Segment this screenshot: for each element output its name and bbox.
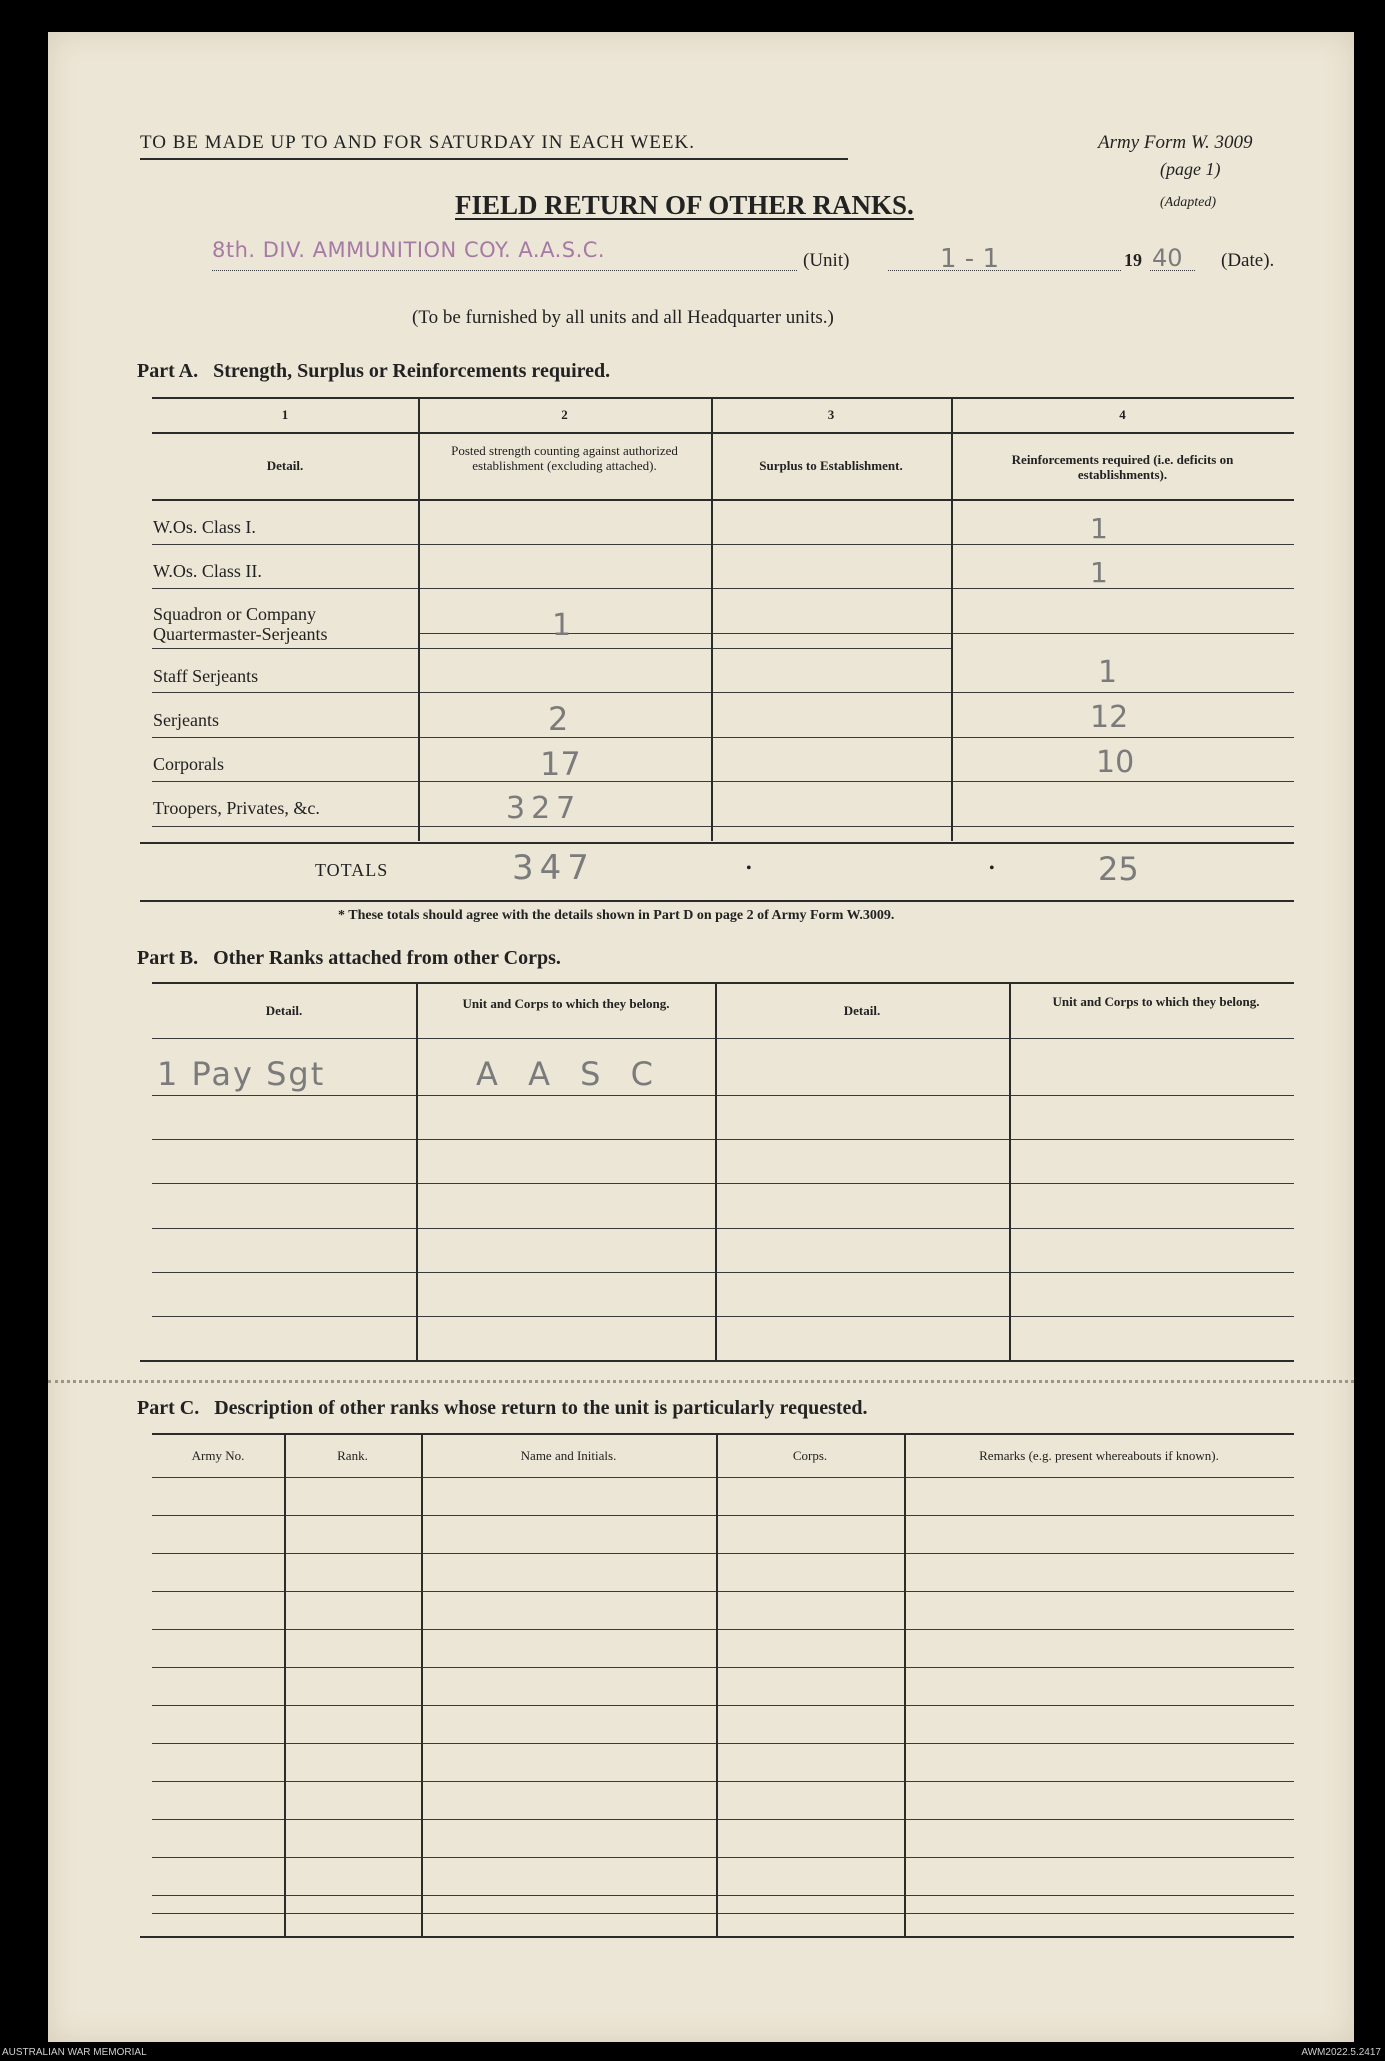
- form-page: [48, 32, 1354, 2042]
- reinf-wo1: 1: [1090, 512, 1108, 545]
- col-number-2: 2: [561, 407, 568, 422]
- col-header-reinforcements: Reinforcements required (i.e. deficits on establishments).: [1011, 452, 1234, 482]
- part-a-heading: Part A. Strength, Surplus or Reinforcements required.: [137, 360, 611, 382]
- date-label: (Date).: [1221, 250, 1275, 271]
- year-dotted-line: [1150, 270, 1195, 271]
- unit-stamp: 8th. DIV. AMMUNITION COY. A.A.S.C.: [212, 238, 606, 262]
- reinf-total-asterisk: •: [989, 860, 995, 877]
- date-dotted-line: [888, 270, 1121, 271]
- part-b-heading: Part B. Other Ranks attached from other Corps.: [137, 947, 561, 969]
- year-handwritten: 40: [1152, 244, 1183, 272]
- part-c-col-corps: Corps.: [792, 1448, 828, 1463]
- totals-posted: 347: [512, 848, 595, 888]
- reinf-staff-serjeants: 1: [1098, 655, 1118, 690]
- part-b-col-detail-2: Detail.: [843, 1003, 881, 1018]
- form-title: FIELD RETURN OF OTHER RANKS.: [455, 190, 914, 220]
- col-number-3: 3: [827, 407, 835, 422]
- posted-privates: 327: [506, 791, 582, 826]
- unit-label: (Unit): [803, 250, 850, 271]
- instruction-text: TO BE MADE UP TO AND FOR SATURDAY IN EACH WEEK.: [140, 132, 695, 153]
- reinf-serjeants: 12: [1090, 700, 1129, 735]
- part-c-heading: Part C. Description of other ranks whose return to the unit is particularly requested.: [137, 1397, 868, 1419]
- row-label-staff-serjeants: Staff Serjeants: [153, 666, 259, 686]
- row-label-privates: Troopers, Privates, &c.: [153, 798, 320, 818]
- unit-dotted-line: [212, 270, 797, 271]
- part-b-col-unit-2: Unit and Corps to which they belong.: [1052, 994, 1260, 1009]
- part-b-entry-detail: 1 Pay Sgt: [157, 1055, 326, 1093]
- part-b-col-unit-1: Unit and Corps to which they belong.: [462, 996, 670, 1011]
- col-header-posted: Posted strength counting against authorized establishment (excluding attached).: [451, 443, 678, 473]
- part-c-col-rank: Rank.: [337, 1448, 368, 1463]
- row-label-wo2: W.Os. Class II.: [153, 561, 262, 581]
- col-number-1: 1: [281, 407, 289, 422]
- col-number-4: 4: [1119, 407, 1126, 422]
- year-prefix: 19: [1124, 250, 1142, 270]
- instruction-underline: [140, 158, 848, 160]
- part-c-col-name: Name and Initials.: [520, 1448, 617, 1463]
- date-handwritten: 1 - 1: [940, 244, 999, 274]
- part-c-col-army-no: Army No.: [191, 1448, 245, 1463]
- row-label-serjeants: Serjeants: [153, 710, 219, 730]
- surplus-total-asterisk: •: [746, 860, 752, 877]
- perforation-line: [48, 1380, 1354, 1383]
- reinf-wo2: 1: [1090, 556, 1108, 589]
- col-header-surplus: Surplus to Establishment.: [759, 458, 903, 473]
- posted-cqms: 1: [552, 608, 572, 643]
- col-header-detail: Detail.: [266, 458, 304, 473]
- footer-right: AWM2022.5.2417: [1301, 2047, 1381, 2058]
- part-c-col-remarks: Remarks (e.g. present whereabouts if known).: [979, 1448, 1219, 1463]
- page-reference: (page 1): [1160, 159, 1221, 179]
- row-label-wo1: W.Os. Class I.: [153, 517, 256, 537]
- totals-label: TOTALS: [315, 860, 389, 880]
- adapted-note: (Adapted): [1160, 195, 1216, 210]
- reinf-corporals: 10: [1096, 745, 1135, 780]
- form-reference: Army Form W. 3009: [1098, 132, 1253, 153]
- posted-corporals: 17: [540, 745, 581, 783]
- part-b-entry-corps: A A S C: [476, 1055, 663, 1093]
- row-label-cqms: Squadron or Company Quartermaster-Serjeants: [153, 604, 328, 644]
- part-b-col-detail-1: Detail.: [265, 1003, 303, 1018]
- part-a-footnote: * These totals should agree with the details shown in Part D on page 2 of Army Form W.3009.: [338, 908, 895, 923]
- posted-serjeants: 2: [548, 700, 569, 738]
- furnish-note: (To be furnished by all units and all Headquarter units.): [412, 307, 834, 328]
- row-label-corporals: Corporals: [153, 754, 224, 774]
- footer-left: AUSTRALIAN WAR MEMORIAL: [2, 2047, 147, 2058]
- totals-reinf: 25: [1098, 850, 1139, 888]
